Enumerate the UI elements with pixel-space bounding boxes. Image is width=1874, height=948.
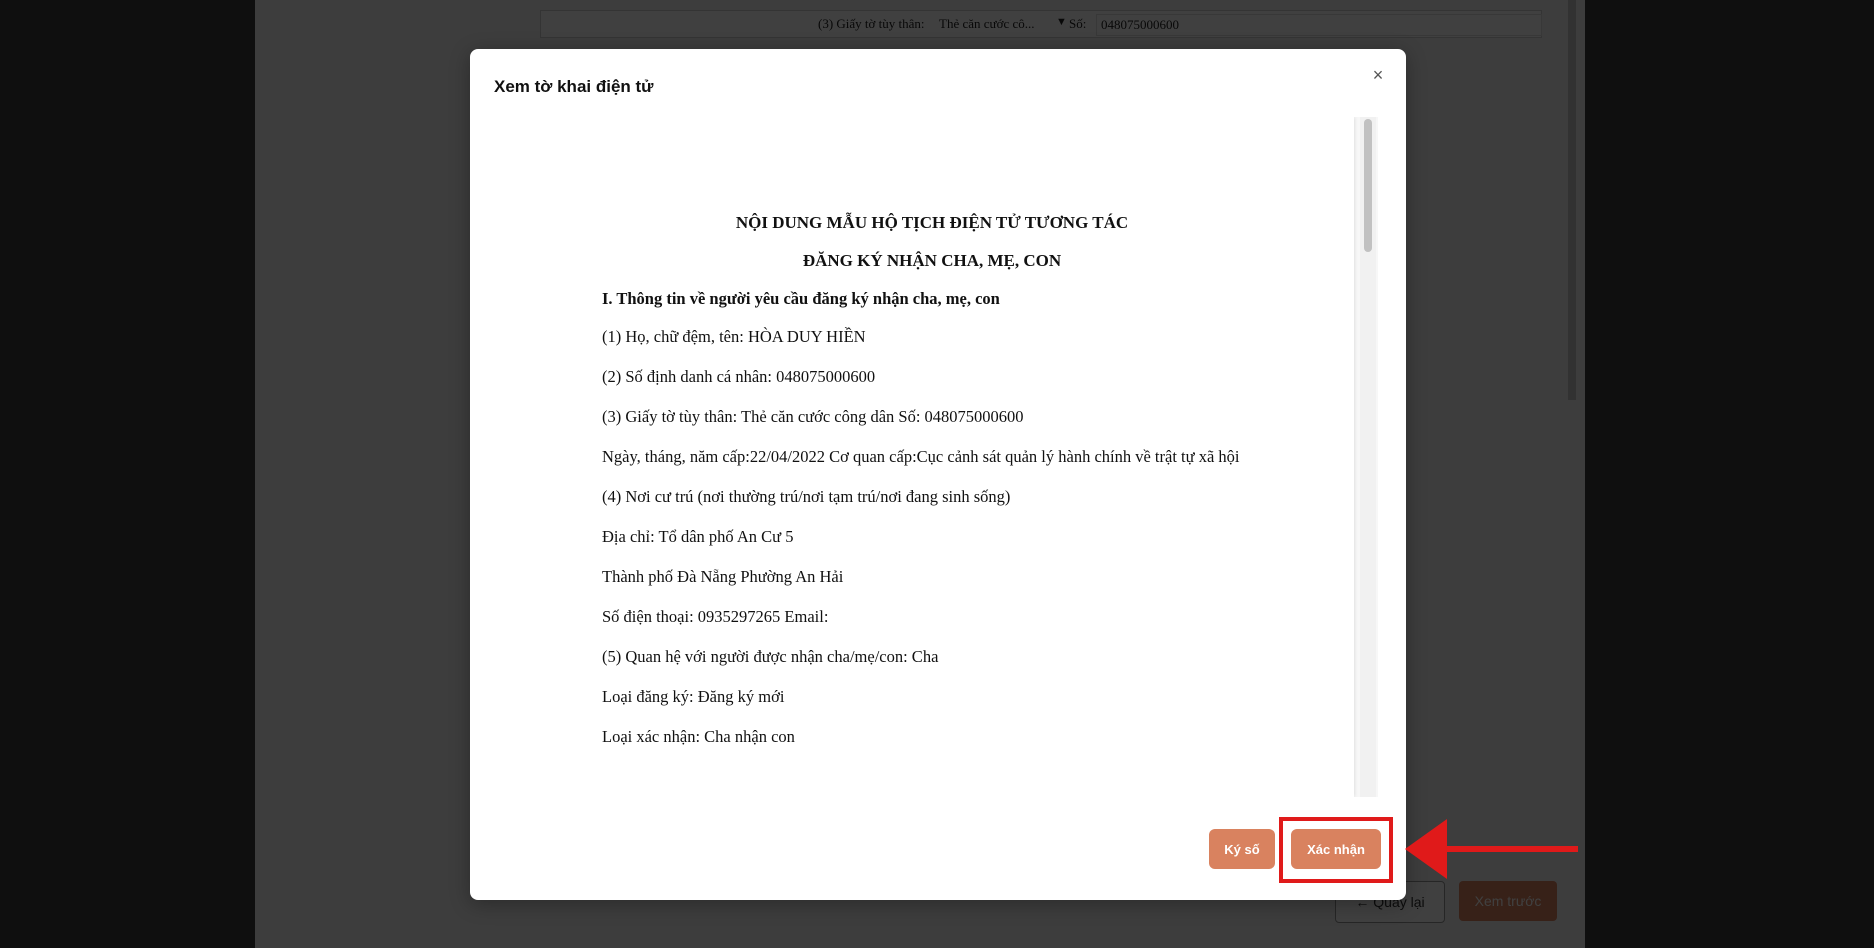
close-icon[interactable]: ×: [1372, 65, 1384, 85]
document-subheading: ĐĂNG KÝ NHẬN CHA, MẸ, CON: [802, 251, 1062, 270]
document-heading: NỘI DUNG MẪU HỘ TỊCH ĐIỆN TỬ TƯƠNG TÁC: [735, 213, 1129, 232]
field-residence: (4) Nơi cư trú (nơi thường trú/nơi tạm trú/nơi đang sinh sống): [602, 487, 1011, 506]
highlight-box: [1279, 817, 1393, 883]
declaration-preview-modal: [470, 49, 1406, 900]
document-viewer: [506, 117, 1378, 797]
arrow-line: [1440, 846, 1578, 852]
document-scroll-thumb[interactable]: [1364, 119, 1372, 252]
field-relationship: (5) Quan hệ với người được nhận cha/mẹ/con: Cha: [602, 647, 939, 666]
confirm-button[interactable]: Xác nhận: [1291, 829, 1381, 869]
field-address: Địa chỉ: Tổ dân phố An Cư 5: [602, 527, 794, 546]
field-personal-id: (2) Số định danh cá nhân: 048075000600: [602, 367, 876, 386]
field-identity-document: (3) Giấy tờ tùy thân: Thẻ căn cước công dân Số: 048075000600: [602, 407, 1024, 426]
field-registration-type: Loại đăng ký: Đăng ký mới: [602, 687, 785, 706]
field-city-ward: Thành phố Đà Nẵng Phường An Hải: [602, 567, 844, 586]
document-content: [602, 213, 1262, 767]
section-title: I. Thông tin về người yêu cầu đăng ký nhận cha, mẹ, con: [602, 289, 1000, 308]
digital-sign-button[interactable]: Ký số: [1209, 829, 1275, 869]
field-issue-info: Ngày, tháng, năm cấp:22/04/2022 Cơ quan cấp:Cục cảnh sát quản lý hành chính về trật tự xã hội: [602, 447, 1240, 466]
document-page: [506, 117, 1354, 797]
field-confirmation-type: Loại xác nhận: Cha nhận con: [602, 727, 795, 746]
document-scrollbar[interactable]: [1360, 117, 1376, 797]
field-full-name: (1) Họ, chữ đệm, tên: HÒA DUY HIỀN: [602, 327, 866, 346]
modal-title: Xem tờ khai điện tử: [494, 77, 654, 96]
field-phone-email: Số điện thoại: 0935297265 Email:: [602, 607, 829, 626]
